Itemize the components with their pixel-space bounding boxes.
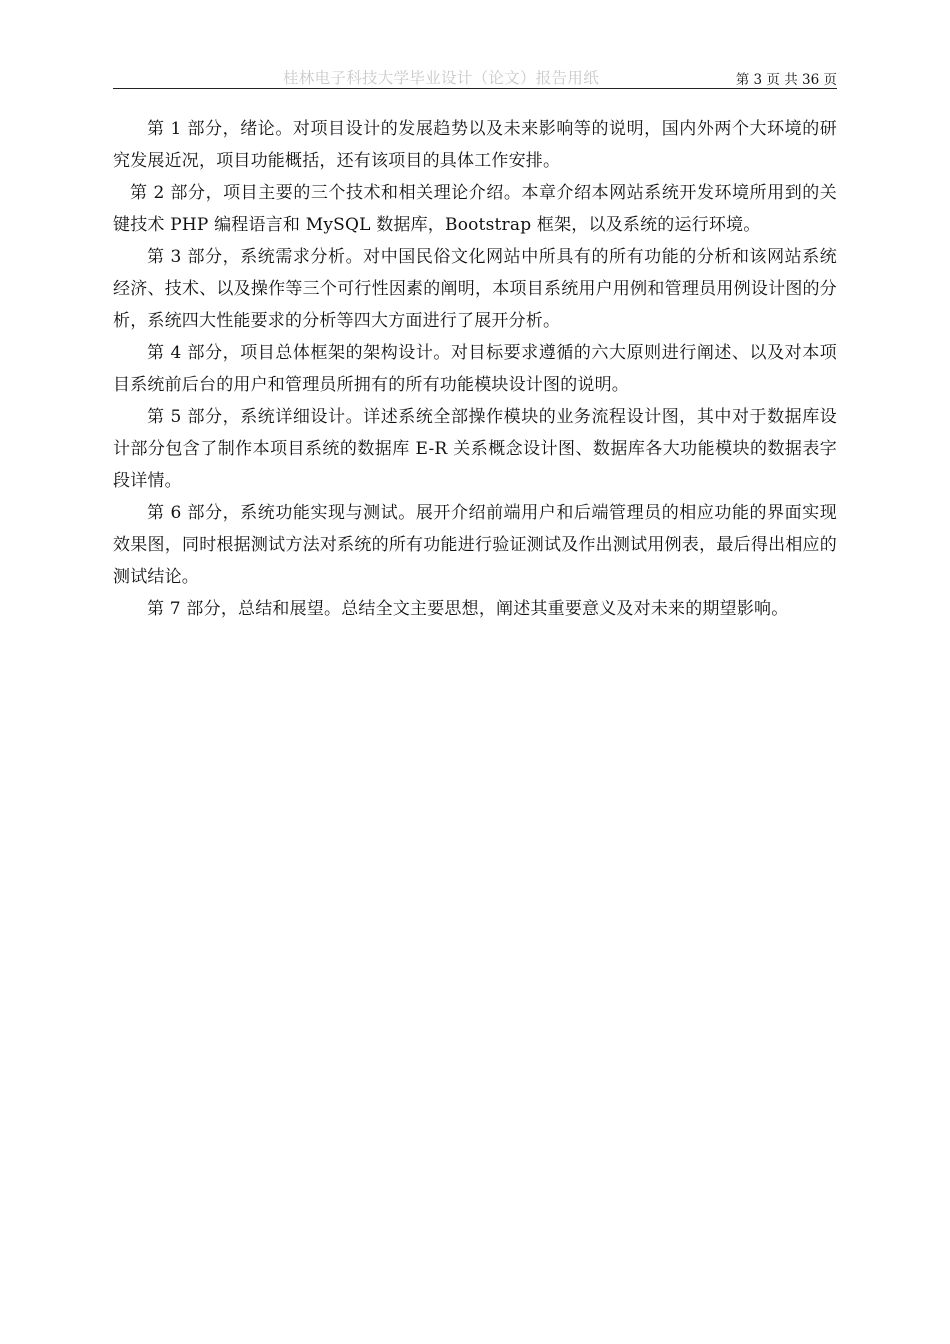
paragraph-part-4: 第 4 部分，项目总体框架的架构设计。对目标要求遵循的六大原则进行阐述、以及对本项目系统前后台的用户和管理员所拥有的所有功能模块设计图的说明。 [113, 343, 837, 395]
body-text [113, 113, 837, 625]
paragraph-part-3: 第 3 部分，系统需求分析。对中国民俗文化网站中所具有的所有功能的分析和该网站系统经济、技术、以及操作等三个可行性因素的阐明，本项目系统用户用例和管理员用例设计图的分析，系统四大性能要求的分析等四大方面进行了展开分析。 [113, 247, 837, 331]
paragraph-part-6: 第 6 部分，系统功能实现与测试。展开介绍前端用户和后端管理员的相应功能的界面实现效果图，同时根据测试方法对系统的所有功能进行验证测试及作出测试用例表，最后得出相应的测试结论。 [113, 503, 837, 587]
header-title: 桂林电子科技大学毕业设计（论文）报告用纸 [283, 69, 600, 87]
page-header [113, 60, 837, 89]
paragraph-part-2: 第 2 部分，项目主要的三个技术和相关理论介绍。本章介绍本网站系统开发环境所用到的关键技术 PHP 编程语言和 MySQL 数据库，Bootstrap 框架，以及系统的运行环境。 [113, 183, 837, 235]
paragraph-part-1: 第 1 部分，绪论。对项目设计的发展趋势以及未来影响等的说明，国内外两个大环境的研究发展近况，项目功能概括，还有该项目的具体工作安排。 [113, 119, 837, 171]
paragraph-part-5: 第 5 部分，系统详细设计。详述系统全部操作模块的业务流程设计图，其中对于数据库设计部分包含了制作本项目系统的数据库 E-R 关系概念设计图、数据库各大功能模块的数据表字段详情。 [113, 407, 837, 491]
page-number: 第 3 页 共 36 页 [735, 72, 837, 88]
paragraph-part-7: 第 7 部分，总结和展望。总结全文主要思想，阐述其重要意义及对未来的期望影响。 [147, 599, 789, 619]
